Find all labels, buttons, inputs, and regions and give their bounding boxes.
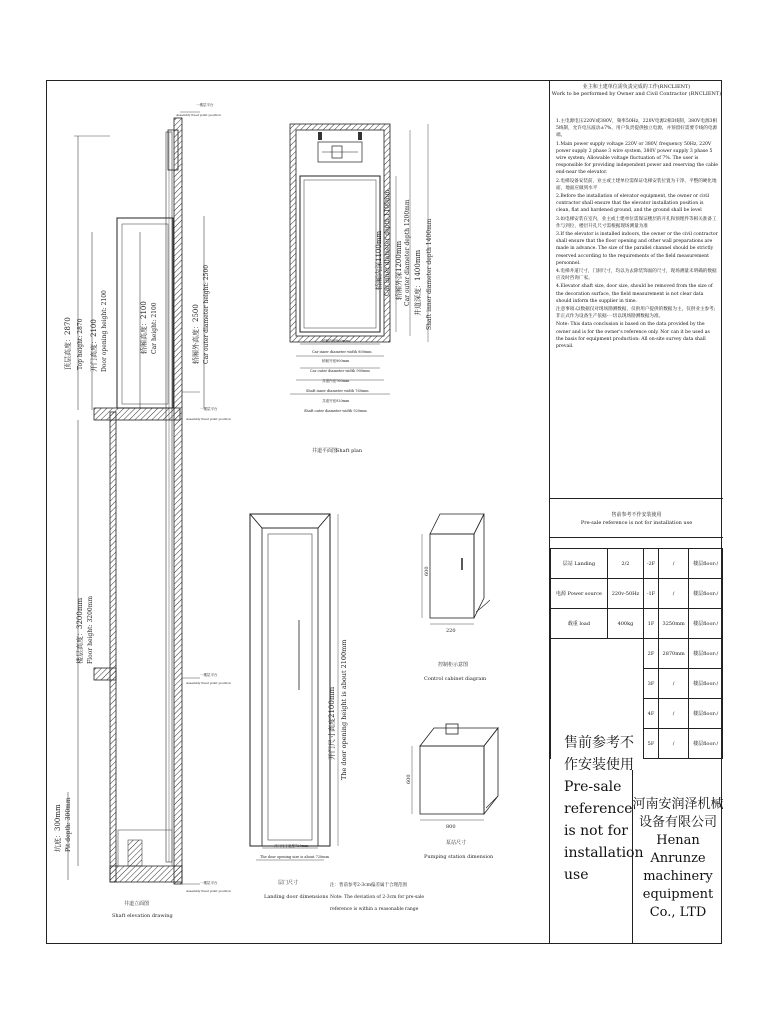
presale-cn: 售前参考不作安装使用	[611, 512, 662, 518]
landing-value: 2/2	[607, 549, 643, 579]
elev-car-outer-en: Car outer diameter height: 2500	[203, 264, 210, 364]
work-item: 3.If the elevator is installed indoors, the owner or the civil contractor shall ensure that the floor opening and other wall preparations are made in advance. The size of the parallel channel should be strictly reserved according to the requirements of the field measurement personnel.	[556, 232, 718, 266]
presale-header	[550, 498, 723, 538]
floor-height: /	[658, 729, 688, 759]
table-row	[551, 579, 723, 609]
floor-remark: 楼层floor:/	[689, 669, 723, 699]
elevation-caption: 井道立面图	[124, 901, 150, 907]
door-note-en2: reference is within a reasonable range	[330, 907, 419, 912]
floor-remark: 楼层floor:/	[689, 639, 723, 669]
floor-level: 3F	[644, 669, 659, 699]
floor-remark: 楼层floor:/	[689, 729, 723, 759]
pump-station-drawing	[412, 724, 498, 820]
control-cabinet-drawing	[422, 514, 490, 624]
work-title-en: Work to be performed by Owner and Civil Contractor (RNCLIENT)	[551, 91, 722, 97]
elev-pit: 坑底：300mm	[54, 804, 62, 852]
fixed-point-bottom-en: Assembly fixed point position	[186, 889, 231, 893]
floor-remark: 楼层floor:/	[689, 609, 723, 639]
cabinet-caption-en: Control cabinet diagram	[424, 676, 487, 682]
elev-car-height-en: Car height: 2100	[151, 302, 158, 354]
door-note-en: Note: The deviation of 2-3cm for pre-sale	[330, 895, 425, 900]
floor-height: /	[658, 699, 688, 729]
floor-remark: 楼层floor:/	[689, 699, 723, 729]
floor-remark: 楼层floor:/	[689, 579, 723, 609]
plan-car-outer-depth: 轿厢外深1200mm	[395, 240, 403, 300]
floor-height: /	[658, 549, 688, 579]
plan-car-outer-depth-en: Car outer diameter depth 1200mm	[404, 199, 411, 306]
elev-car-outer: 轿厢外高度：2500	[192, 304, 200, 364]
work-requirements	[556, 118, 718, 351]
plan-shaft-depth: 井道深度：1400mm	[414, 249, 422, 316]
plan-car-inner-depth: 轿厢内深1100mm	[375, 230, 383, 290]
floor-remark: 楼层floor:/	[689, 549, 723, 579]
floor-level: 2F	[644, 639, 659, 669]
elev-floor-height-en: Floor height: 3200mm	[87, 595, 94, 664]
plan-shaft-outer-width: 井道外宽920mm	[322, 399, 350, 403]
company-en: Henan Anrunze machinery equipment Co., LTD	[642, 833, 714, 920]
table-row	[551, 549, 723, 579]
fixed-point-low: 一楼层平台	[200, 673, 218, 677]
plan-shaft-inner-width-en: Shaft inner diameter width 760mm	[306, 389, 369, 393]
fixed-point-mid-en: Assembly fixed point position	[186, 417, 231, 421]
elev-pit-en: Pit depth: 300mm	[65, 797, 72, 852]
plan-shaft-outer-width-en: Shaft outer diameter width 920mm	[304, 409, 367, 413]
floor-height: /	[658, 669, 688, 699]
plan-caption-en: Shaft plan	[336, 448, 363, 454]
fixed-point-low-en: Assembly fixed point position	[186, 681, 231, 685]
plan-shaft-depth-en: Shaft inner diameter depth 1400mm	[426, 218, 433, 330]
door-vertical: 开门尺寸高度2100mm	[328, 686, 336, 760]
work-item: 2.Before the installation of elevator equipment, the owner or civil contractor shall ensure that the elevator installation position is clean, flat and hardened ground, and the ground shall be level	[556, 194, 710, 214]
floor-height: /	[658, 579, 688, 609]
load-value: 400kg	[607, 609, 643, 639]
pump-width: 800	[446, 824, 456, 830]
warning-cn: 售前参考不作安装使用	[564, 735, 634, 773]
work-item: 注意事项:以数据仅对现场勘测数据，仅供用户提供的数据为主，仅供业主参考;非正式作为设备生产依据-一切以现场勘测数据为准。	[556, 307, 716, 320]
shaft-elevation-drawing	[68, 112, 204, 884]
plan-car-inner-depth-en: Car inner diameter depth 1100mm	[384, 189, 391, 296]
elev-top-height-en: Top height: 2870	[77, 318, 84, 370]
warning-en: Pre-sale reference is not for installation use	[564, 779, 644, 883]
door-caption: 层门尺寸	[278, 880, 299, 886]
door-caption-en: Landing door dimensions	[264, 894, 329, 900]
floor-level: 1F	[644, 609, 659, 639]
door-width-en: The door opening size is about 720mm	[260, 855, 329, 859]
elev-door-height: 开门高度：2100	[90, 319, 98, 372]
fixed-point-bottom: 一楼层平台	[200, 881, 218, 885]
work-item: 1.主电源电压220V或380V，频率50Hz，220V电源2相3线制，380V电源3相5线制，允许电压波动±7%，用户负责提供独立电源，并预留好需要专线的电源端。	[556, 119, 718, 139]
floor-height: 3250mm	[658, 609, 688, 639]
power-label: 电源 Power source	[551, 579, 608, 609]
floor-height: 2870mm	[658, 639, 688, 669]
floor-level: 4F	[644, 699, 659, 729]
plan-car-outer-width: 轿厢外宽900mm	[322, 359, 350, 363]
landing-label: 层站 Landing	[551, 549, 608, 579]
cabinet-caption: 控制柜示意图	[438, 662, 469, 668]
info-panel	[549, 80, 722, 944]
presale-en: Pre-sale reference is not for installation use	[580, 520, 693, 526]
door-width: 开门尺寸宽度720mm	[274, 844, 309, 848]
floor-level: -1F	[644, 579, 659, 609]
door-note: 注：售前参考2-3cm偏差属于合理范围	[330, 883, 408, 888]
cabinet-height: 600	[424, 566, 430, 576]
work-item: 3.如电梯安装在室内，业主或土建单位需保证楼层的开孔和预埋件等相关准备工作与到位，楼层开孔尺寸需根据现场测量为准	[556, 216, 717, 229]
work-item: 2.电梯设备安装前，业主或土建单位需保证电梯安装位置为干净、平整的硬化地面，地面应做到水平	[556, 178, 717, 191]
plan-car-inner-width-en: Car inner diameter width 800mm	[312, 350, 372, 354]
fixed-point-top-en: Assembly fixed point position	[176, 113, 221, 117]
plan-car-outer-width-en: Car outer diameter width 900mm	[310, 369, 370, 373]
work-item: 1.Main power supply voltage 220V or 380V, frequency 50Hz, 220V power supply 2 phase 3 wire system, 380V power supply 3 phase 5 wire system; Allowable voltage fluctuation of 7%. The user is responsible for providing independent power and reserving the cable end-near the elevator.	[556, 141, 718, 176]
company-cn: 河南安润泽机械设备有限公司	[632, 797, 724, 830]
floor-level: 5F	[644, 729, 659, 759]
pump-caption: 泵站尺寸	[446, 840, 467, 846]
power-value: 220v-50Hz	[607, 579, 643, 609]
work-item: Note: This data conclusion is based on the data provided by the owner and is for the owner's reference only. Nor can it be used as the basis for equipment production: All on-site survey data shall prevail.	[556, 322, 710, 350]
work-item: 4.Elevator shaft size, door size, should be removed from the size of the decoration surface, the field measurement is not clear data should inform the supplier in time.	[556, 284, 713, 304]
door-vertical-en: The door opening height is about 2100mm	[340, 639, 348, 780]
parameter-table	[550, 548, 723, 759]
pump-caption-en: Pumping station dimension	[424, 854, 494, 860]
elev-car-height: 轿厢高度：2100	[140, 301, 148, 354]
work-title-cn: 业主和土建单位需负责完成的工作(RNCLIENT)	[582, 84, 691, 90]
fixed-point-top: 一楼层平台	[196, 103, 214, 107]
plan-car-inner-width: 轿厢内宽800mm	[322, 339, 350, 343]
elev-floor-height: 楼层高度：3200mm	[76, 597, 84, 664]
elev-door-height-en: Door opening height: 2100	[101, 290, 108, 372]
presale-warning	[564, 732, 644, 886]
elev-top-height: 顶层高度：2870	[64, 317, 72, 370]
landing-door-drawing	[250, 514, 338, 860]
table-row	[551, 639, 723, 669]
work-item: 4.电梯井道尺寸，门洞尺寸，均以为去除装饰面的尺寸，现场测量未明确的数据应及时咨询厂家。	[556, 269, 717, 282]
elevation-caption-en: Shaft elevation drawing	[112, 913, 173, 919]
pump-height: 600	[406, 774, 412, 784]
company-block	[632, 796, 724, 922]
plan-shaft-inner-width: 井道内宽760mm	[322, 379, 350, 383]
work-title	[550, 84, 723, 98]
load-label: 载重 load	[551, 609, 608, 639]
plan-caption: 井道平面图	[312, 448, 338, 454]
fixed-point-mid: 一楼层平台	[200, 407, 218, 411]
floor-level: -2F	[644, 549, 659, 579]
cabinet-width: 220	[446, 628, 456, 634]
table-row	[551, 609, 723, 639]
